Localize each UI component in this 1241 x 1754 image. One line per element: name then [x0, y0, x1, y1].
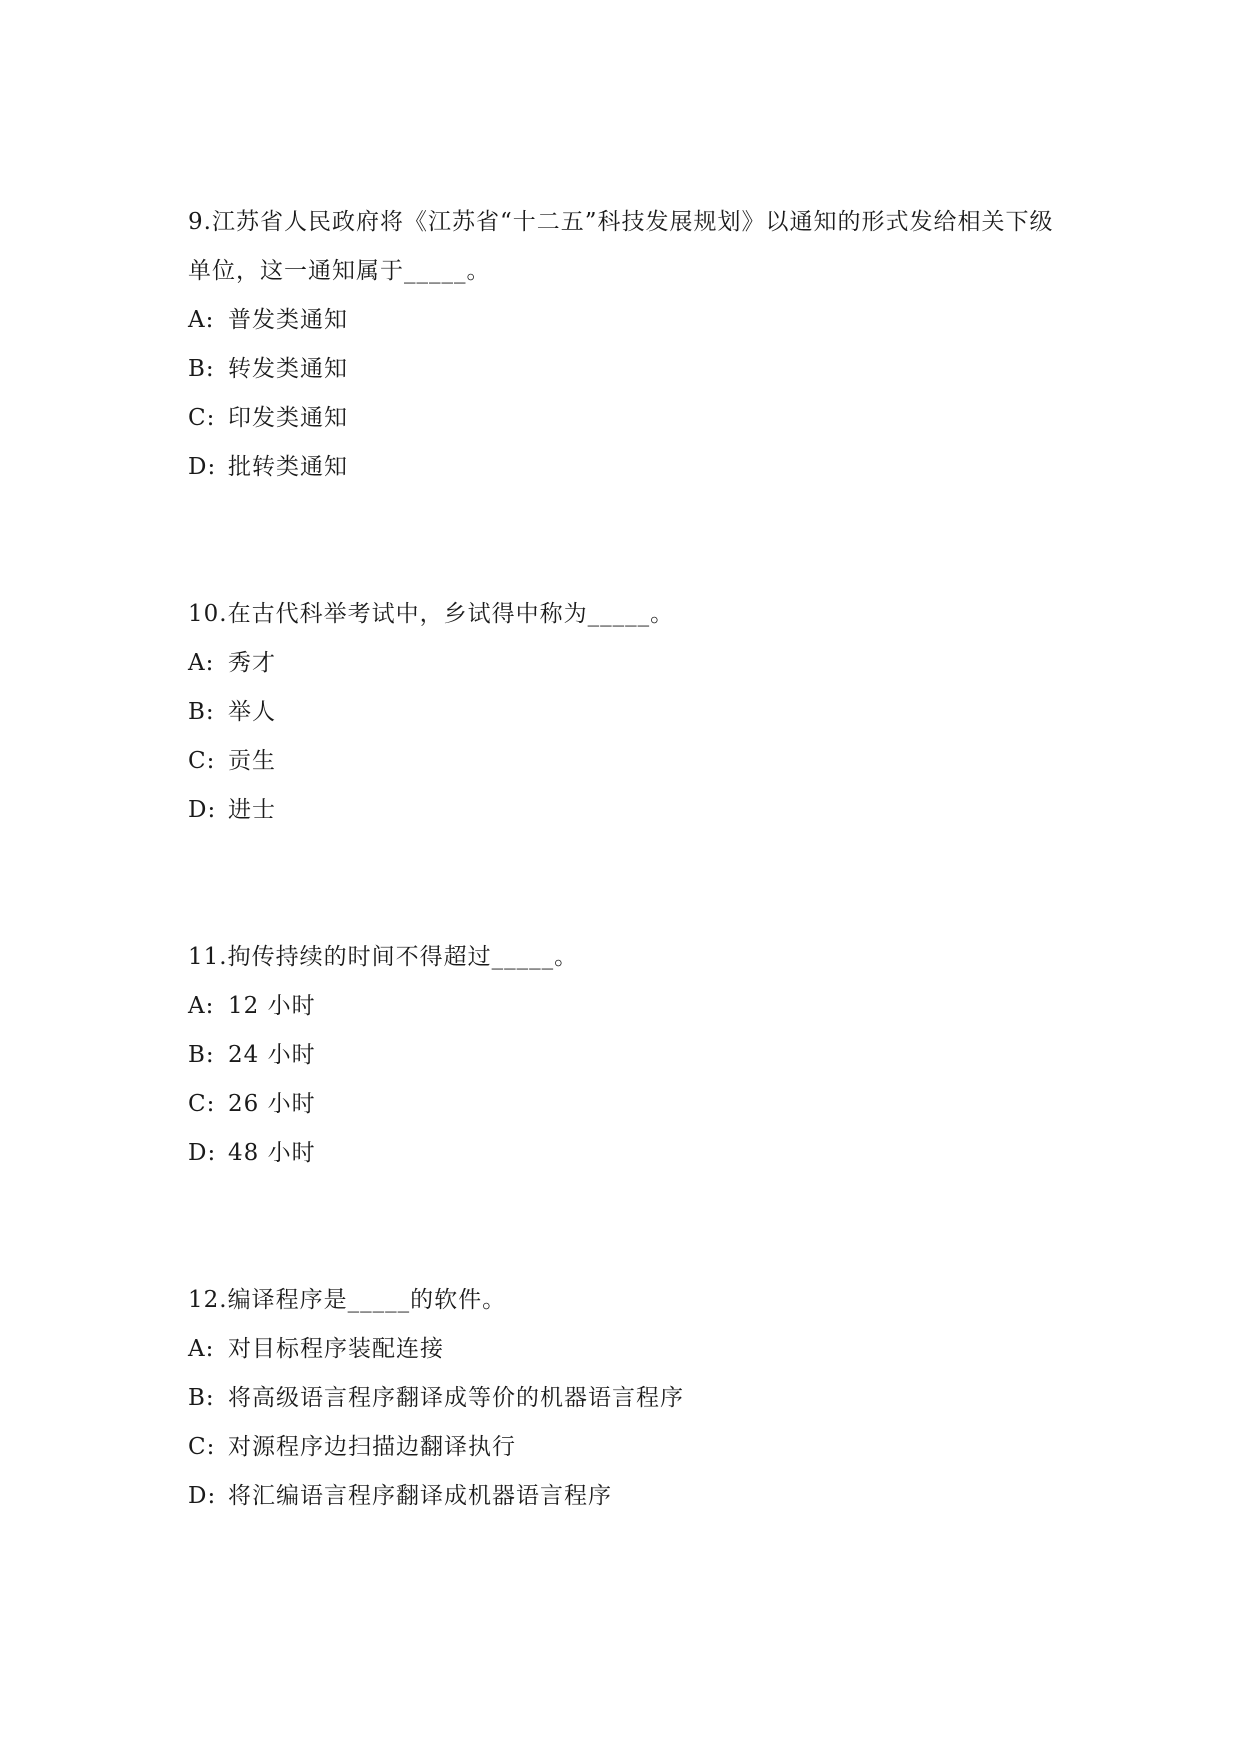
question-10: [188, 590, 1068, 835]
option-d: [188, 1129, 1068, 1178]
option-text: 转发类通知: [228, 356, 348, 382]
option-a: [188, 639, 1068, 688]
option-b: [188, 1374, 1068, 1423]
option-key: D:: [188, 797, 217, 823]
question-stem: 11.拘传持续的时间不得超过_____。: [188, 944, 579, 970]
option-d: [188, 443, 1068, 492]
option-key: B:: [188, 1385, 215, 1411]
option-a: [188, 1325, 1068, 1374]
option-text: 印发类通知: [228, 405, 348, 431]
option-key: A:: [188, 307, 215, 333]
option-a: [188, 296, 1068, 345]
option-text: 12 小时: [228, 993, 316, 1019]
option-key: A:: [188, 1336, 215, 1362]
option-c: [188, 737, 1068, 786]
option-key: D:: [188, 454, 217, 480]
option-text: 26 小时: [228, 1091, 316, 1117]
option-text: 将汇编语言程序翻译成机器语言程序: [228, 1483, 612, 1509]
question-stem: 12.编译程序是_____的软件。: [188, 1287, 507, 1313]
option-b: [188, 1031, 1068, 1080]
option-text: 对目标程序装配连接: [228, 1336, 444, 1362]
question-stem: 10.在古代科举考试中，乡试得中称为_____。: [188, 601, 675, 627]
question-12: [188, 1276, 1068, 1521]
option-key: C:: [188, 748, 216, 774]
option-key: A:: [188, 650, 215, 676]
question-9: [188, 198, 1068, 492]
option-c: [188, 1080, 1068, 1129]
option-text: 举人: [228, 699, 276, 725]
option-text: 24 小时: [228, 1042, 316, 1068]
option-b: [188, 345, 1068, 394]
option-c: [188, 394, 1068, 443]
option-key: C:: [188, 1091, 216, 1117]
option-text: 进士: [228, 797, 276, 823]
option-key: B:: [188, 699, 215, 725]
option-key: D:: [188, 1483, 217, 1509]
question-11: [188, 933, 1068, 1178]
option-text: 48 小时: [228, 1140, 316, 1166]
option-text: 秀才: [228, 650, 276, 676]
option-d: [188, 1472, 1068, 1521]
option-text: 普发类通知: [228, 307, 348, 333]
option-key: A:: [188, 993, 215, 1019]
option-c: [188, 1423, 1068, 1472]
option-text: 批转类通知: [228, 454, 348, 480]
option-text: 将高级语言程序翻译成等价的机器语言程序: [228, 1385, 684, 1411]
option-key: C:: [188, 405, 216, 431]
option-key: B:: [188, 356, 215, 382]
option-b: [188, 688, 1068, 737]
option-a: [188, 982, 1068, 1031]
option-key: D:: [188, 1140, 217, 1166]
option-text: 贡生: [228, 748, 276, 774]
option-key: B:: [188, 1042, 215, 1068]
option-text: 对源程序边扫描边翻译执行: [228, 1434, 516, 1460]
question-stem: 9.江苏省人民政府将《江苏省“十二五”科技发展规划》以通知的形式发给相关下级单位，这一通知属于_____。: [188, 209, 1054, 284]
option-d: [188, 786, 1068, 835]
option-key: C:: [188, 1434, 216, 1460]
